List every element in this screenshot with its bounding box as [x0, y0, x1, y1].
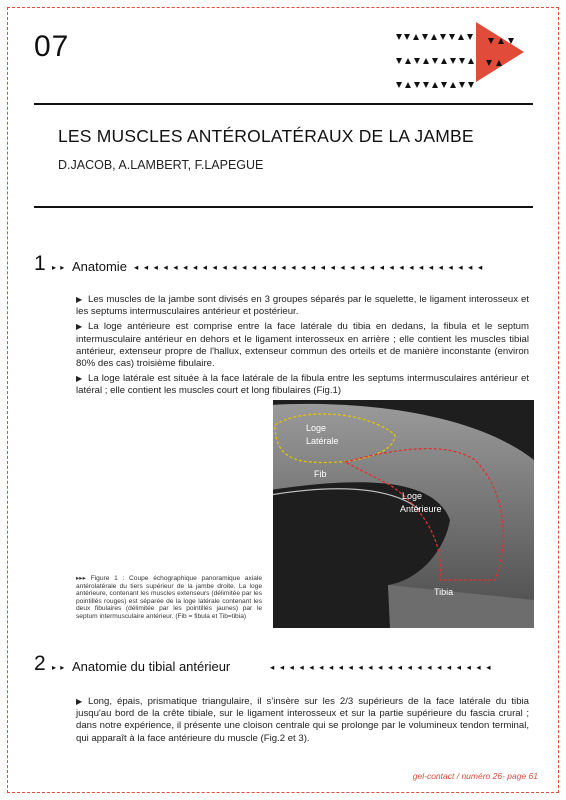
- section1-paragraph: ▶ La loge antérieure est comprise entre la face latérale du tibia en dedans, la fibula et le septum intermusculaire antérieur en dehors et le ligament interosseux en arrière ; elle contient les muscles tibial antérieur, extenseur propre de l'hallux, extenseur commun des orteils et de manière inconstante (environ 80% des cas) troisième fibulaire.: [76, 321, 529, 370]
- section2-body: [76, 696, 529, 748]
- top-rule: [34, 103, 533, 105]
- section1-paragraph: ▶ La loge latérale est située à la face latérale de la fibula entre les septums intermusculaires antérieur et latéral ; elle contient les muscles court et long fibulaires (Fig.1): [76, 373, 529, 397]
- section2-decor-line: ◂ ◂ ◂ ◂ ◂ ◂ ◂ ◂ ◂ ◂ ◂ ◂ ◂ ◂ ◂ ◂ ◂ ◂ ◂ ◂ ◂ ◂ ◂: [270, 662, 493, 672]
- bullet-arrow-icon: ▶: [76, 374, 83, 384]
- section2-paragraph: ▶ Long, épais, prismatique triangulaire, il s'insère sur les 2/3 supérieurs de la face latérale du tibia jusqu'au bord de la crête tibiale, sur le ligament interosseux et sur la partie supérieure du fascia crural ; dans notre expérience, il présente une cloison centrale qui se prolonge par le volumineux tendon terminal, qui apparaît à la face antérieure du muscle (Fig.2 et 3).: [76, 696, 529, 744]
- section1-title: Anatomie: [72, 259, 127, 274]
- section1-decor-line: ◂ ◂ ◂ ◂ ◂ ◂ ◂ ◂ ◂ ◂ ◂ ◂ ◂ ◂ ◂ ◂ ◂ ◂ ◂ ◂ ◂ ◂ ◂ ◂ ◂ ◂ ◂ ◂ ◂ ◂ ◂ ◂ ◂ ◂ ◂ ◂: [134, 262, 484, 272]
- ultrasound-figure: [270, 400, 534, 628]
- decorative-triangles-icon: [394, 20, 534, 100]
- article-title: LES MUSCLES ANTÉROLATÉRAUX DE LA JAMBE: [58, 126, 474, 146]
- bullet-arrow-icon: ▶: [76, 322, 83, 332]
- section1-body: [76, 294, 529, 401]
- page-number: 07: [34, 30, 70, 63]
- figure-caption: ▸▸▸ Figure 1 : Coupe échographique panoramique axiale antérolatérale du tiers supérieur de la jambe droite. La loge antérieure, contenant les muscles extenseurs (délimitée par les pointillés rouges) est séparée de la loge latérale contenant les deux fibulaires (délimitée par les pointillés jaunes) par le septum intermusculaire antérieur. (Fib = fibula et Tib=tibia): [76, 575, 263, 620]
- label-loge-anterieure-2: Antérieure: [400, 504, 442, 514]
- label-loge-laterale: Loge: [306, 423, 327, 433]
- label-fib: Fib: [314, 469, 327, 479]
- label-tibia: Tibia: [434, 587, 454, 597]
- label-loge-laterale-2: Latérale: [306, 436, 339, 446]
- bullet-arrow-icon: ▶: [76, 295, 83, 304]
- ultrasound-image: [270, 400, 534, 628]
- section1-number: 1: [34, 252, 46, 275]
- label-loge-anterieure: Loge: [402, 491, 423, 501]
- article-authors: D.JACOB, A.LAMBERT, F.LAPEGUE: [58, 158, 264, 172]
- section2-arrow-icon: ▸ ▸: [52, 663, 66, 672]
- page-footer: gel-contact / numéro 26- page 61: [412, 771, 538, 781]
- section1-arrow-icon: ▸ ▸: [52, 263, 66, 272]
- section2-title: Anatomie du tibial antérieur: [72, 659, 231, 674]
- title-rule: [34, 206, 533, 208]
- bullet-arrow-icon: ▶: [76, 697, 83, 706]
- section2-number: 2: [34, 652, 46, 675]
- caption-arrows-icon: ▸▸▸: [76, 575, 91, 582]
- section1-paragraph: ▶ Les muscles de la jambe sont divisés en 3 groupes séparés par le squelette, le ligament interosseux et les septums intermusculaires antérieur et postérieur.: [76, 294, 529, 318]
